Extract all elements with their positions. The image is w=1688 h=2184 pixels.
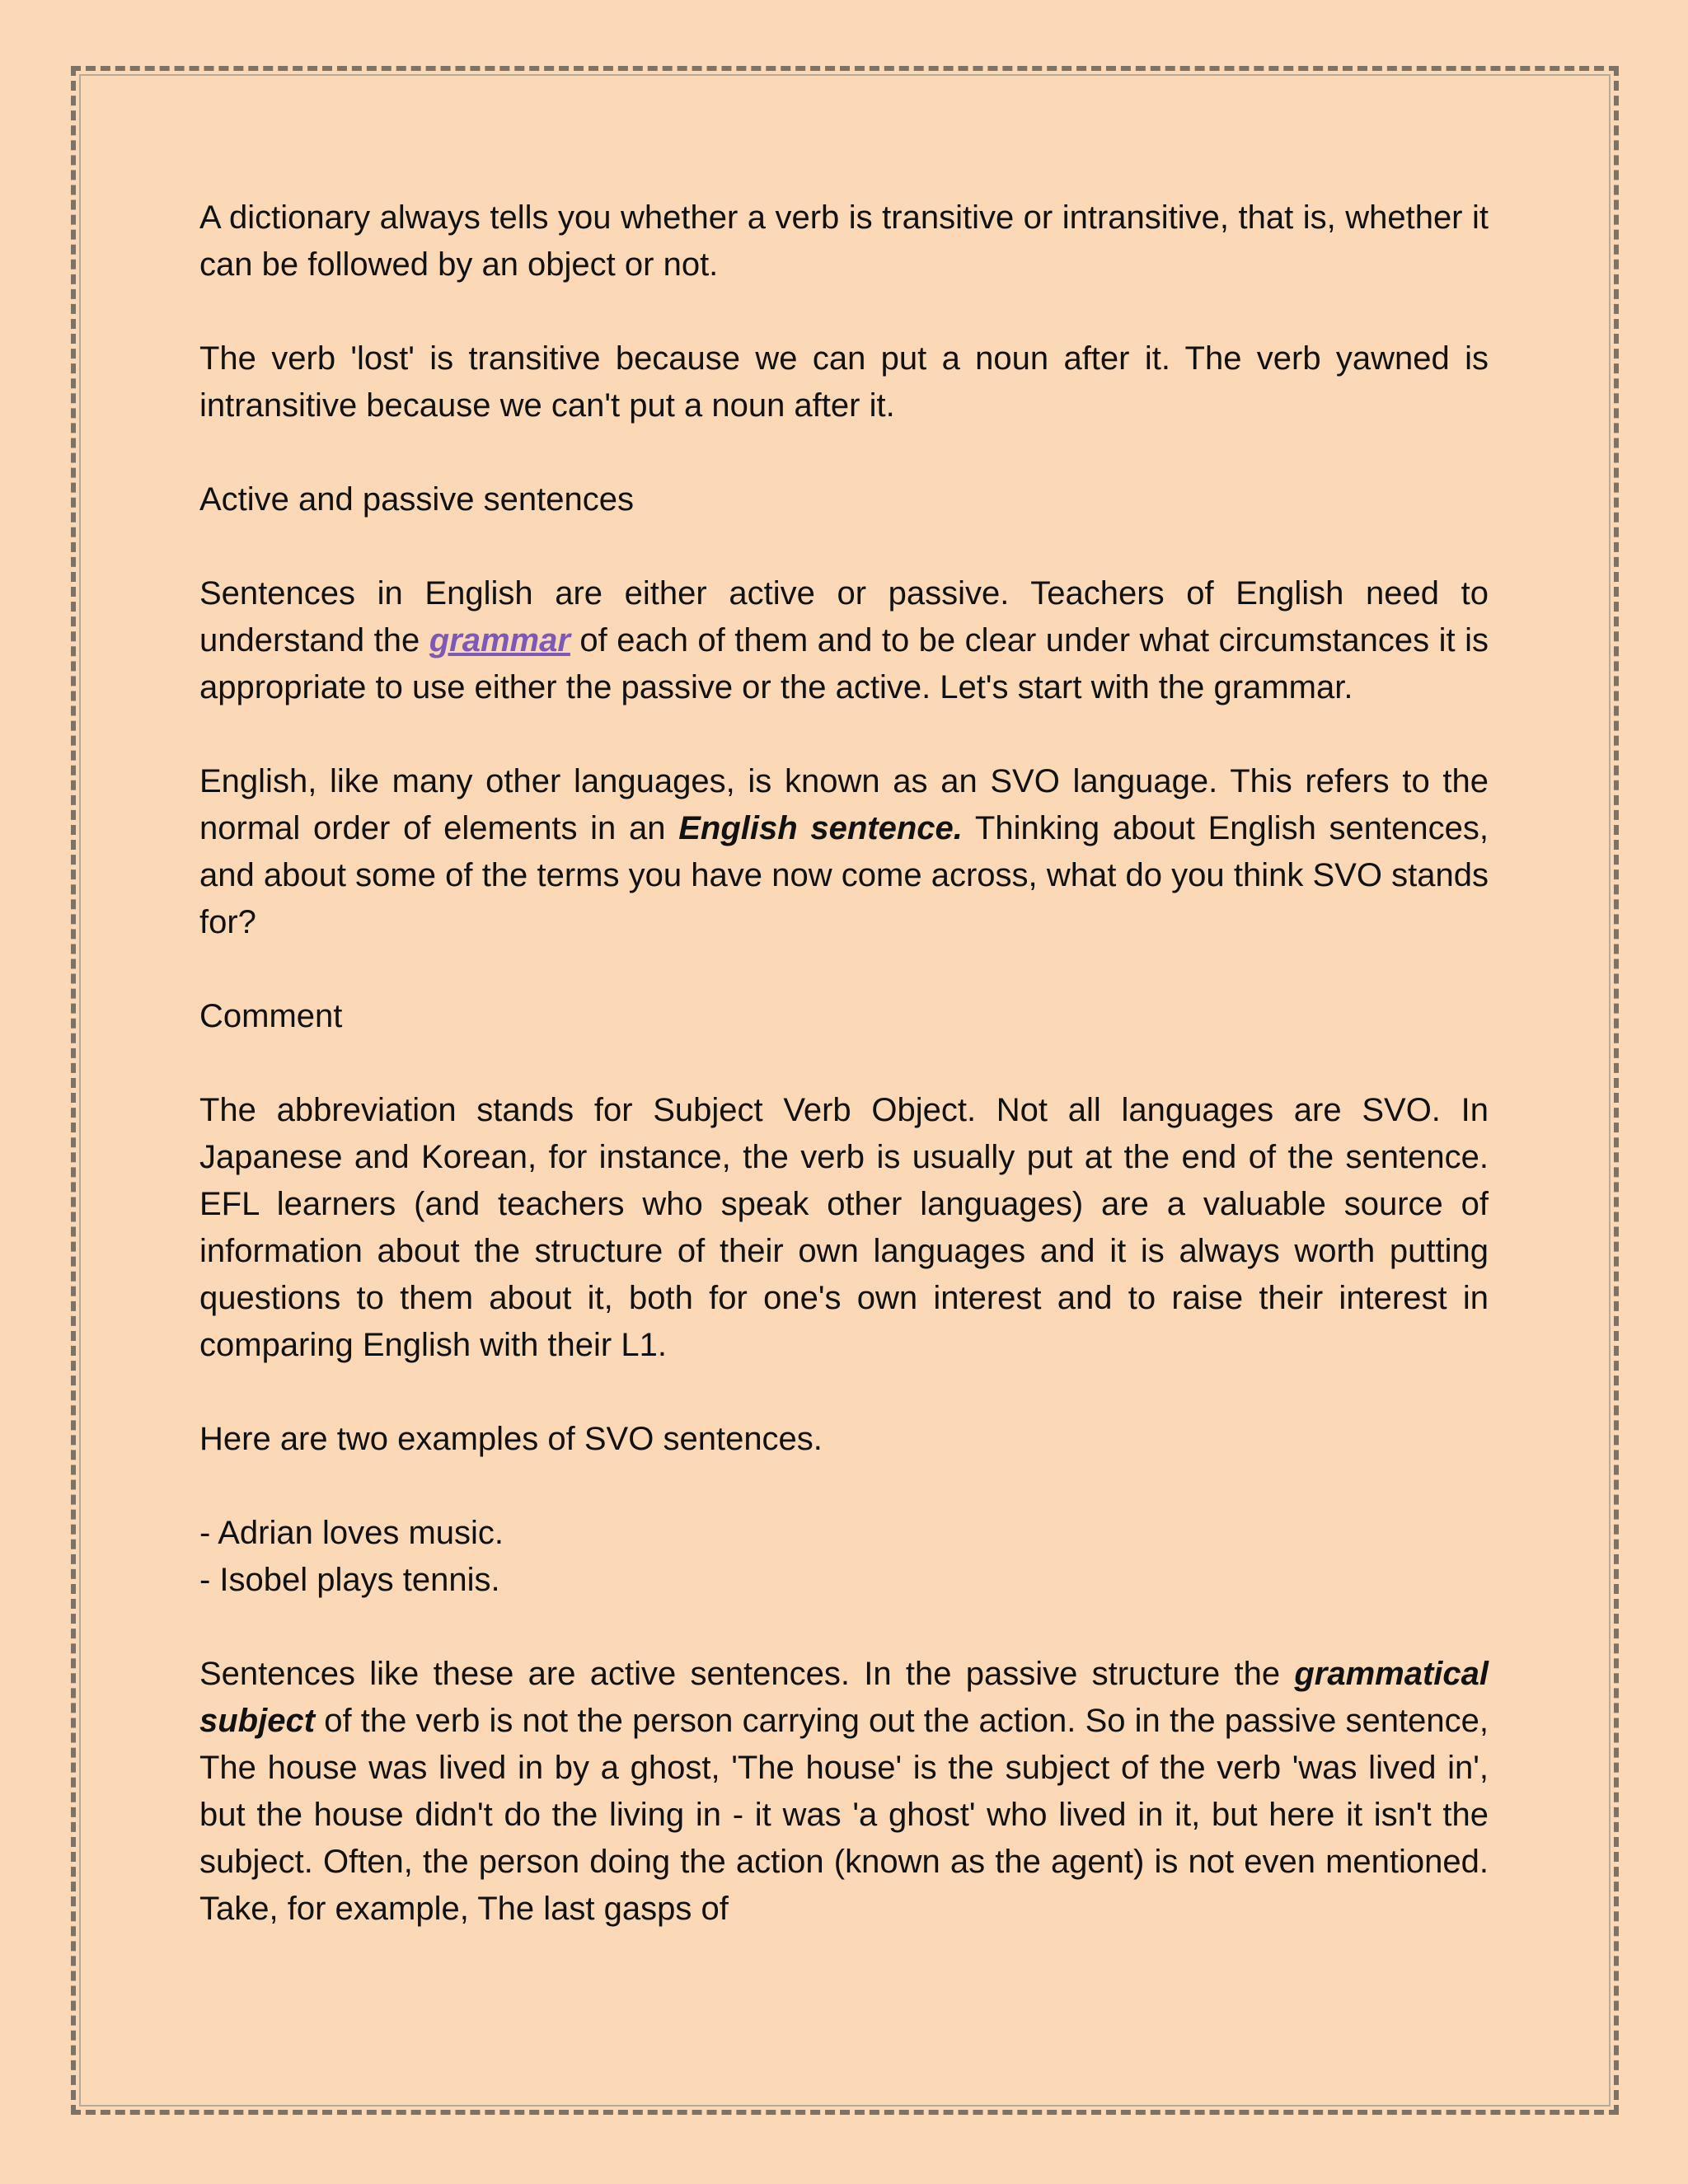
paragraph-active-passive: [199, 570, 1489, 711]
paragraph-text: Sentences in English are either active or passive. Teachers of English need to understand the: [199, 575, 1489, 658]
document-body: [199, 194, 1489, 1933]
grammar-link[interactable]: grammar: [429, 622, 570, 658]
paragraph-examples-intro: Here are two examples of SVO sentences.: [199, 1421, 823, 1457]
paragraph-lost-yawned: The verb 'lost' is transitive because we can put a noun after it. The verb yawned is intransitive because we can't put a noun after it.: [199, 340, 1489, 424]
heading-active-passive: Active and passive sentences: [199, 481, 634, 518]
paragraph-text: of each of them and to be clear under what circumstances it is appropriate to use either the passive or the active. Let's start with the grammar.: [199, 622, 1489, 705]
paragraph-svo: [199, 758, 1489, 946]
paragraph-transitivity: A dictionary always tells you whether a verb is transitive or intransitive, that is, whether it can be followed by an object or not.: [199, 199, 1489, 283]
heading-comment: Comment: [199, 998, 343, 1034]
paragraph-text: Thinking about English sentences, and about some of the terms you have now come across, what do you think SVO stands for?: [199, 810, 1489, 940]
example-list: [199, 1510, 1489, 1604]
paragraph-abbreviation: The abbreviation stands for Subject Verb Object. Not all languages are SVO. In Japanese and Korean, for instance, the verb is usually put at the end of the sentence. EFL learners (and teachers who speak other languages) are a valuable source of information about the structure of their own languages and it is always worth putting questions to them about it, both for one's own interest and to raise their interest in comparing English with their L1.: [199, 1092, 1489, 1363]
paragraph-text: of the verb is not the person carrying out the action. So in the passive sentence, The house was lived in by a ghost, 'The house' is the subject of the verb 'was lived in', but the house didn't do the living in - it was 'a ghost' who lived in it, but here it isn't the subject. Often, the person doing the action (known as the agent) is not even mentioned. Take, for example, The last gasps of: [199, 1703, 1489, 1927]
example-item: - Isobel plays tennis.: [199, 1562, 500, 1598]
paragraph-passive-structure: [199, 1651, 1489, 1933]
paragraph-text: English, like many other languages, is known as an SVO language. This refers to the normal order of elements in an: [199, 763, 1489, 846]
emphasis-english-sentence: English sentence.: [678, 810, 963, 846]
example-item: - Adrian loves music.: [199, 1515, 504, 1551]
paragraph-text: Sentences like these are active sentences. In the passive structure the: [199, 1656, 1295, 1692]
emphasis-grammatical-subject: grammatical subject: [199, 1656, 1489, 1739]
